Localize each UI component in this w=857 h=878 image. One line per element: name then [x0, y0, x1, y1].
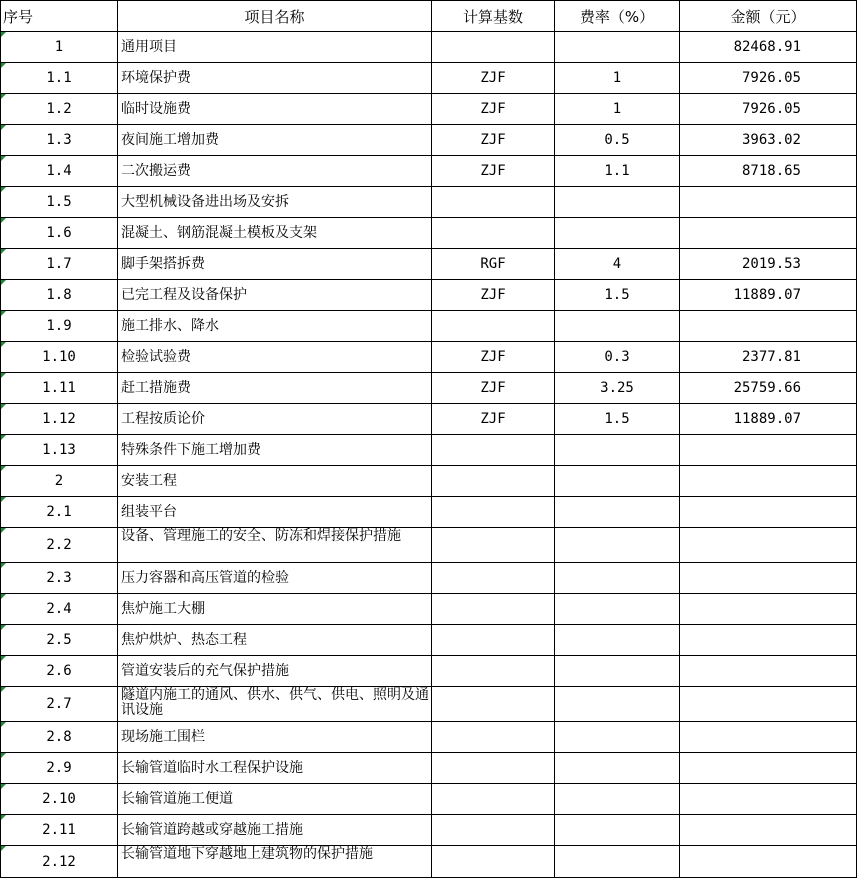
cell-note-marker-icon	[1, 63, 6, 68]
cell-note-marker-icon	[1, 249, 6, 254]
cell-seq[interactable]	[1, 373, 118, 404]
cell-rate-text: 0.5	[604, 132, 630, 148]
cell-name-text: 工程按质论价	[121, 410, 205, 427]
cell-amount[interactable]	[680, 156, 857, 187]
cell-base[interactable]	[432, 528, 555, 563]
cell-seq[interactable]	[1, 311, 118, 342]
cell-rate-text: 1.5	[604, 411, 630, 427]
cell-amount-text: 2019.53	[741, 256, 801, 272]
cell-amount[interactable]	[680, 846, 857, 878]
cell-base-text: ZJF	[480, 70, 506, 86]
cell-base[interactable]	[432, 125, 555, 156]
cell-base[interactable]	[432, 94, 555, 125]
cell-name-text: 脚手架搭拆费	[121, 255, 205, 272]
cell-note-marker-icon	[1, 404, 6, 409]
cell-amount[interactable]	[680, 435, 857, 466]
cell-rate-text: 1.1	[604, 163, 630, 179]
cell-rate[interactable]	[555, 815, 680, 846]
cell-seq[interactable]	[1, 594, 118, 625]
cell-note-marker-icon	[1, 687, 6, 692]
cell-seq-text: 2.11	[42, 822, 76, 838]
cell-name[interactable]	[118, 280, 432, 311]
cell-seq[interactable]	[1, 656, 118, 687]
cell-name-text: 特殊条件下施工增加费	[121, 441, 261, 458]
cell-note-marker-icon	[1, 218, 6, 223]
cell-name[interactable]	[118, 497, 432, 528]
cell-name-text: 混凝土、钢筋混凝土模板及支架	[121, 224, 317, 241]
table-body	[1, 32, 857, 878]
cell-seq-text: 2.3	[46, 570, 72, 586]
cell-name-text: 检验试验费	[121, 348, 191, 365]
cell-rate[interactable]	[555, 156, 680, 187]
table-row	[1, 156, 857, 187]
cell-amount[interactable]	[680, 528, 857, 563]
cell-base[interactable]	[432, 722, 555, 753]
cell-rate-text: 0.3	[604, 349, 630, 365]
table-row	[1, 311, 857, 342]
cell-amount[interactable]	[680, 280, 857, 311]
cell-seq[interactable]	[1, 218, 118, 249]
cell-name[interactable]	[118, 156, 432, 187]
table-row	[1, 625, 857, 656]
table-row	[1, 753, 857, 784]
cell-name-text: 长输管道地下穿越地上建筑物的保护措施	[121, 846, 373, 862]
table-row	[1, 722, 857, 753]
cell-name-text: 压力容器和高压管道的检验	[121, 569, 289, 586]
table-row	[1, 435, 857, 466]
cell-seq-text: 2.8	[46, 729, 72, 745]
cell-amount[interactable]	[680, 187, 857, 218]
cell-seq[interactable]	[1, 528, 118, 563]
cell-base-text: ZJF	[480, 411, 506, 427]
cell-name-text: 组装平台	[121, 503, 177, 520]
cell-note-marker-icon	[1, 342, 6, 347]
cell-name[interactable]	[118, 753, 432, 784]
cell-name-text: 已完工程及设备保护	[121, 286, 247, 303]
cell-rate-text: 1.5	[604, 287, 630, 303]
cell-seq[interactable]	[1, 687, 118, 722]
cell-amount-text: 7926.05	[741, 101, 801, 117]
cell-name-text: 二次搬运费	[121, 162, 191, 179]
cell-seq-text: 2.10	[42, 791, 76, 807]
cell-base-text: ZJF	[480, 349, 506, 365]
table-row	[1, 94, 857, 125]
table-row	[1, 249, 857, 280]
cell-name-text: 赶工措施费	[121, 379, 191, 396]
cell-name-text: 施工排水、降水	[121, 317, 219, 334]
cell-base[interactable]	[432, 784, 555, 815]
cell-rate[interactable]	[555, 497, 680, 528]
cell-seq-text: 1.3	[46, 132, 72, 148]
cell-seq-text: 2.6	[46, 663, 72, 679]
cell-amount[interactable]	[680, 594, 857, 625]
cell-base-text: ZJF	[480, 163, 506, 179]
cell-rate[interactable]	[555, 466, 680, 497]
cell-name-text: 长输管道跨越或穿越施工措施	[121, 821, 303, 838]
cell-rate[interactable]	[555, 435, 680, 466]
table-row	[1, 594, 857, 625]
cell-note-marker-icon	[1, 311, 6, 316]
cell-rate[interactable]	[555, 625, 680, 656]
cell-base[interactable]	[432, 563, 555, 594]
cell-seq-text: 1.5	[46, 194, 72, 210]
cell-note-marker-icon	[1, 722, 6, 727]
cell-rate[interactable]	[555, 342, 680, 373]
cell-amount[interactable]	[680, 656, 857, 687]
cell-rate[interactable]	[555, 528, 680, 563]
cell-name-text: 临时设施费	[121, 100, 191, 117]
cell-seq-text: 2.9	[46, 760, 72, 776]
cell-seq-text: 1.2	[46, 101, 72, 117]
cell-rate[interactable]	[555, 280, 680, 311]
cell-rate[interactable]	[555, 373, 680, 404]
cell-seq-text: 1	[54, 39, 64, 55]
cell-seq-text: 2.5	[46, 632, 72, 648]
cell-base-text: ZJF	[480, 380, 506, 396]
cell-amount-text: 82468.91	[733, 39, 801, 55]
cell-amount[interactable]	[680, 784, 857, 815]
cell-base[interactable]	[432, 156, 555, 187]
cell-seq-text: 2.7	[46, 696, 72, 712]
cell-name[interactable]	[118, 563, 432, 594]
cell-base[interactable]	[432, 373, 555, 404]
cell-name[interactable]	[118, 94, 432, 125]
header-rate[interactable]: 费率（%）	[555, 1, 680, 32]
table-row	[1, 497, 857, 528]
cell-seq-text: 1.12	[42, 411, 76, 427]
cell-base[interactable]	[432, 63, 555, 94]
cell-seq-text: 1.13	[42, 442, 76, 458]
cell-name[interactable]	[118, 187, 432, 218]
cell-amount[interactable]	[680, 218, 857, 249]
cell-seq-text: 1.4	[46, 163, 72, 179]
cell-base[interactable]	[432, 342, 555, 373]
cell-seq[interactable]	[1, 125, 118, 156]
table-row	[1, 656, 857, 687]
cell-seq[interactable]	[1, 63, 118, 94]
cell-rate-text: 1	[612, 70, 622, 86]
cell-seq-text: 2.1	[46, 504, 72, 520]
cell-rate[interactable]	[555, 63, 680, 94]
cell-base[interactable]	[432, 753, 555, 784]
cell-name[interactable]	[118, 784, 432, 815]
cell-base[interactable]	[432, 497, 555, 528]
cell-rate[interactable]	[555, 687, 680, 722]
cell-note-marker-icon	[1, 563, 6, 568]
cell-name[interactable]	[118, 435, 432, 466]
cell-seq[interactable]	[1, 404, 118, 435]
cell-note-marker-icon	[1, 466, 6, 471]
cell-seq[interactable]	[1, 435, 118, 466]
cell-rate[interactable]	[555, 404, 680, 435]
cell-name[interactable]	[118, 846, 432, 878]
cell-name-text: 夜间施工增加费	[121, 131, 219, 148]
cell-seq-text: 2.4	[46, 601, 72, 617]
cell-rate[interactable]	[555, 753, 680, 784]
cell-amount-text: 7926.05	[741, 70, 801, 86]
cell-amount-text: 25759.66	[733, 380, 801, 396]
cell-base[interactable]	[432, 466, 555, 497]
cell-base[interactable]	[432, 594, 555, 625]
table-row	[1, 563, 857, 594]
cell-name[interactable]	[118, 404, 432, 435]
cell-name[interactable]	[118, 311, 432, 342]
table-row	[1, 32, 857, 63]
cell-rate-text: 4	[612, 256, 622, 272]
cell-amount[interactable]	[680, 563, 857, 594]
cell-rate[interactable]	[555, 722, 680, 753]
cell-base[interactable]	[432, 218, 555, 249]
cell-seq[interactable]	[1, 497, 118, 528]
table-row	[1, 404, 857, 435]
cell-note-marker-icon	[1, 187, 6, 192]
cell-note-marker-icon	[1, 497, 6, 502]
table-row	[1, 218, 857, 249]
cell-seq[interactable]	[1, 784, 118, 815]
cell-seq-text: 1.7	[46, 256, 72, 272]
header-row	[1, 1, 857, 32]
cell-rate[interactable]	[555, 94, 680, 125]
cell-name[interactable]	[118, 722, 432, 753]
cell-name[interactable]	[118, 373, 432, 404]
cell-note-marker-icon	[1, 528, 6, 533]
cell-note-marker-icon	[1, 594, 6, 599]
cell-amount-text: 8718.65	[741, 163, 801, 179]
cell-amount[interactable]	[680, 342, 857, 373]
cell-note-marker-icon	[1, 753, 6, 758]
cell-amount[interactable]	[680, 625, 857, 656]
cell-rate-text: 3.25	[600, 380, 634, 396]
cell-name[interactable]	[118, 32, 432, 63]
cell-seq-text: 1.9	[46, 318, 72, 334]
cell-seq[interactable]	[1, 815, 118, 846]
cell-note-marker-icon	[1, 625, 6, 630]
table-row	[1, 342, 857, 373]
cell-name-text: 隧道内施工的通风、供水、供气、供电、照明及通讯设施	[121, 687, 429, 718]
cell-rate[interactable]	[555, 218, 680, 249]
cell-amount[interactable]	[680, 815, 857, 846]
cell-note-marker-icon	[1, 94, 6, 99]
cell-name[interactable]	[118, 249, 432, 280]
cell-name-text: 焦炉烘炉、热态工程	[121, 631, 247, 648]
cell-rate[interactable]	[555, 594, 680, 625]
cell-name[interactable]	[118, 125, 432, 156]
cell-base[interactable]	[432, 404, 555, 435]
cell-amount[interactable]	[680, 687, 857, 722]
cell-seq-text: 2.2	[46, 537, 72, 553]
cell-name-text: 焦炉施工大棚	[121, 600, 205, 617]
cell-amount-text: 2377.81	[741, 349, 801, 365]
table-row	[1, 815, 857, 846]
cell-rate[interactable]	[555, 32, 680, 63]
cell-base[interactable]	[432, 687, 555, 722]
cell-name[interactable]	[118, 815, 432, 846]
cell-rate[interactable]	[555, 187, 680, 218]
table-row	[1, 63, 857, 94]
cell-rate[interactable]	[555, 125, 680, 156]
table-row	[1, 528, 857, 563]
table-row	[1, 846, 857, 878]
cell-seq[interactable]	[1, 466, 118, 497]
cell-base[interactable]	[432, 846, 555, 878]
cell-base[interactable]	[432, 815, 555, 846]
cell-base[interactable]	[432, 656, 555, 687]
table-row	[1, 280, 857, 311]
cell-seq[interactable]	[1, 753, 118, 784]
cell-name[interactable]	[118, 528, 432, 563]
cell-name-text: 长输管道临时水工程保护设施	[121, 759, 303, 776]
cell-base[interactable]	[432, 311, 555, 342]
cell-seq[interactable]	[1, 187, 118, 218]
cell-amount[interactable]	[680, 63, 857, 94]
cell-rate[interactable]	[555, 656, 680, 687]
cell-amount[interactable]	[680, 753, 857, 784]
cell-rate[interactable]	[555, 249, 680, 280]
cell-name-text: 通用项目	[121, 38, 177, 55]
cell-amount-text: 11889.07	[733, 411, 801, 427]
cell-seq-text: 1.8	[46, 287, 72, 303]
cell-seq-text: 1.1	[46, 70, 72, 86]
cell-base[interactable]	[432, 435, 555, 466]
cell-name-text: 大型机械设备进出场及安拆	[121, 193, 289, 210]
cell-name[interactable]	[118, 656, 432, 687]
cell-name[interactable]	[118, 625, 432, 656]
cell-seq-text: 1.6	[46, 225, 72, 241]
cell-name[interactable]	[118, 687, 432, 722]
cell-amount-text: 11889.07	[733, 287, 801, 303]
cell-name-text: 现场施工围栏	[121, 728, 205, 745]
cell-note-marker-icon	[1, 156, 6, 161]
cell-seq[interactable]	[1, 722, 118, 753]
cell-base-text: ZJF	[480, 132, 506, 148]
header-name[interactable]: 项目名称	[118, 1, 432, 32]
header-base[interactable]: 计算基数	[432, 1, 555, 32]
cell-note-marker-icon	[1, 656, 6, 661]
cell-base[interactable]	[432, 625, 555, 656]
cell-amount[interactable]	[680, 125, 857, 156]
cell-note-marker-icon	[1, 435, 6, 440]
cell-seq-text: 1.10	[42, 349, 76, 365]
cell-name[interactable]	[118, 594, 432, 625]
table-row	[1, 125, 857, 156]
cell-base-text: ZJF	[480, 287, 506, 303]
cell-note-marker-icon	[1, 815, 6, 820]
cell-seq[interactable]	[1, 94, 118, 125]
cell-note-marker-icon	[1, 32, 6, 37]
cell-name[interactable]	[118, 63, 432, 94]
table-row	[1, 373, 857, 404]
cell-seq[interactable]	[1, 280, 118, 311]
header-amount[interactable]: 金额（元）	[680, 1, 857, 32]
cell-base[interactable]	[432, 249, 555, 280]
cell-name-text: 设备、管理施工的安全、防冻和焊接保护措施	[121, 528, 401, 544]
cell-amount[interactable]	[680, 373, 857, 404]
cell-amount-text: 3963.02	[741, 132, 801, 148]
cell-amount[interactable]	[680, 32, 857, 63]
cell-seq-text: 2	[54, 473, 64, 489]
cell-seq[interactable]	[1, 342, 118, 373]
cell-amount[interactable]	[680, 249, 857, 280]
cell-amount[interactable]	[680, 94, 857, 125]
cell-name[interactable]	[118, 218, 432, 249]
cell-name-text: 管道安装后的充气保护措施	[121, 662, 289, 679]
cell-name-text: 安装工程	[121, 472, 177, 489]
cell-amount[interactable]	[680, 404, 857, 435]
cell-amount[interactable]	[680, 311, 857, 342]
cell-rate[interactable]	[555, 563, 680, 594]
table-row	[1, 784, 857, 815]
cell-seq[interactable]	[1, 249, 118, 280]
cell-base[interactable]	[432, 280, 555, 311]
cell-seq[interactable]	[1, 563, 118, 594]
cell-seq[interactable]	[1, 156, 118, 187]
table-row	[1, 466, 857, 497]
cell-seq[interactable]	[1, 625, 118, 656]
cell-note-marker-icon	[1, 125, 6, 130]
cell-rate[interactable]	[555, 846, 680, 878]
cell-amount[interactable]	[680, 466, 857, 497]
cell-seq-text: 2.12	[42, 853, 76, 870]
cell-name-text: 长输管道施工便道	[121, 790, 233, 807]
cell-base-text: RGF	[480, 256, 506, 272]
cell-rate[interactable]	[555, 784, 680, 815]
cell-note-marker-icon	[1, 373, 6, 378]
cell-name-text: 环境保护费	[121, 69, 191, 86]
cell-rate-text: 1	[612, 101, 622, 117]
cell-note-marker-icon	[1, 846, 6, 851]
cell-base[interactable]	[432, 32, 555, 63]
cell-rate[interactable]	[555, 311, 680, 342]
cell-name[interactable]	[118, 342, 432, 373]
cell-base-text: ZJF	[480, 101, 506, 117]
cell-seq[interactable]	[1, 32, 118, 63]
table-row	[1, 187, 857, 218]
cell-note-marker-icon	[1, 280, 6, 285]
cell-amount[interactable]	[680, 722, 857, 753]
cell-seq[interactable]	[1, 846, 118, 878]
cell-base[interactable]	[432, 187, 555, 218]
cell-name[interactable]	[118, 466, 432, 497]
cell-seq-text: 1.11	[42, 380, 76, 396]
cell-note-marker-icon	[1, 784, 6, 789]
header-seq[interactable]: 序号	[1, 1, 118, 32]
table-row	[1, 687, 857, 722]
cell-amount[interactable]	[680, 497, 857, 528]
